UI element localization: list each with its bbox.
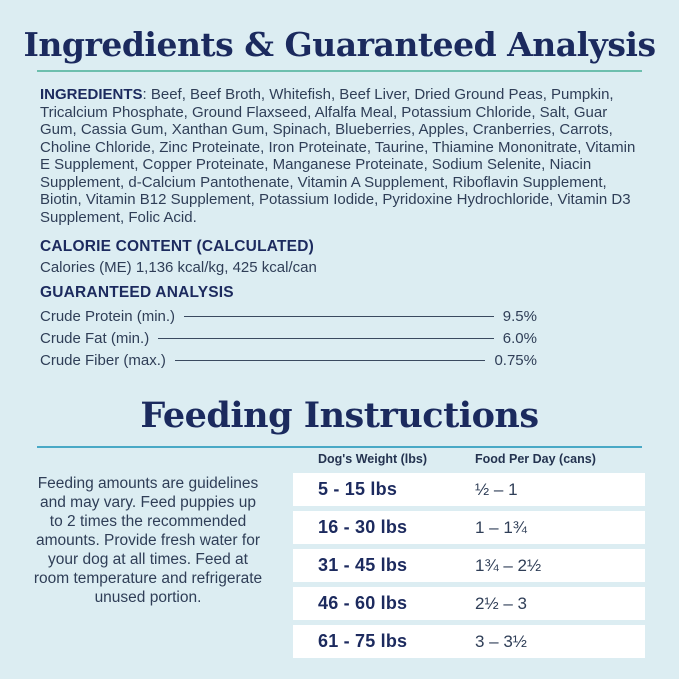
weight-range-cell: 31 - 45 lbs [318, 555, 408, 575]
table-row [293, 549, 645, 582]
analysis-row-protein [40, 305, 537, 327]
ingredients-label: INGREDIENTS [40, 86, 143, 103]
calorie-content-heading: CALORIE CONTENT (CALCULATED) [40, 238, 314, 255]
column-header-weight: Dog's Weight (lbs) [318, 452, 427, 466]
leader-line [175, 360, 486, 361]
leader-line [158, 338, 494, 339]
food-amount-cell: ½ – 1 [475, 479, 518, 499]
ingredients-paragraph [40, 86, 648, 226]
analysis-label: Crude Protein (min.) [40, 307, 176, 325]
weight-range-cell: 16 - 30 lbs [318, 517, 408, 537]
table-row [293, 511, 645, 544]
food-amount-cell: 1¾ – 2½ [475, 555, 542, 575]
column-header-food: Food Per Day (cans) [475, 452, 596, 466]
feeding-table [293, 452, 645, 663]
analysis-row-fat [40, 327, 537, 349]
food-amount-cell: 1 – 1¾ [475, 517, 527, 537]
ingredients-section-title: Ingredients & Guaranteed Analysis [23, 25, 656, 64]
feeding-section-title: Feeding Instructions [140, 395, 539, 436]
table-row [293, 473, 645, 506]
guaranteed-analysis-heading: GUARANTEED ANALYSIS [40, 284, 234, 301]
feeding-guidelines-note: Feeding amounts are guidelines and may vary. Feed puppies up to 2 times the recommended amounts. Provide fresh water for your dog at all times. Feed at room temperature and refrigerate unused portion. [33, 475, 263, 606]
leader-line [184, 316, 494, 317]
teal-divider-top [37, 70, 642, 72]
table-row [293, 587, 645, 620]
teal-divider-feeding [37, 446, 642, 448]
weight-range-cell: 46 - 60 lbs [318, 593, 408, 613]
analysis-value: 9.5% [502, 307, 537, 325]
ingredients-text: : Beef, Beef Broth, Whitefish, Beef Liver, Dried Ground Peas, Pumpkin, Tricalcium Phosphate, Ground Flaxseed, Alfalfa Meal, Potassium Chloride, Salt, Guar Gum, Cassia Gum, Xanthan Gum, Spinach, Blueberries, Apples, Cranberries, Carrots, Choline Chloride, Zinc Proteinate, Iron Proteinate, Taurine, Thiamine Mononitrate, Vitamin E Supplement, Copper Proteinate, Manganese Proteinate, Sodium Selenite, Niacin Supplement, d-Calcium Pantothenate, Vitamin A Supplement, Riboflavin Supplement, Biotin, Vitamin B12 Supplement, Potassium Iodide, Pyridoxine Hydrochloride, Vitamin D3 Supplement, Folic Acid. [40, 86, 636, 226]
food-amount-cell: 2½ – 3 [475, 593, 527, 613]
analysis-label: Crude Fiber (max.) [40, 351, 166, 369]
analysis-value: 0.75% [494, 351, 537, 369]
table-row [293, 625, 645, 658]
food-amount-cell: 3 – 3½ [475, 631, 527, 651]
guaranteed-analysis-list [40, 305, 537, 371]
weight-range-cell: 61 - 75 lbs [318, 631, 408, 651]
analysis-value: 6.0% [502, 329, 537, 347]
analysis-label: Crude Fat (min.) [40, 329, 150, 347]
calorie-content-value: Calories (ME) 1,136 kcal/kg, 425 kcal/can [40, 259, 317, 276]
feeding-table-header [293, 452, 645, 466]
weight-range-cell: 5 - 15 lbs [318, 479, 398, 499]
analysis-row-fiber [40, 349, 537, 371]
